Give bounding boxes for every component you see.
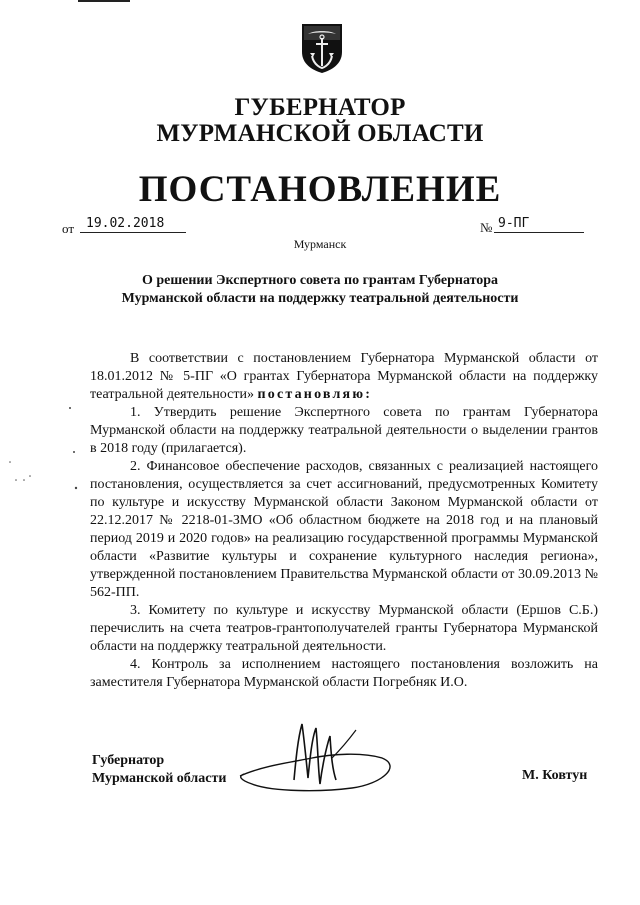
signatory-name: М. Ковтун	[522, 768, 588, 783]
document-type: ПОСТАНОВЛЕНИЕ	[138, 169, 502, 210]
number-prefix: №	[480, 220, 493, 235]
subject-line1: О решении Экспертного совета по грантам Губернатора	[141, 273, 499, 288]
top-edge-mark	[78, 0, 130, 2]
decree-word: постановляю:	[257, 387, 373, 402]
item-3: 3. Комитету по культуре и искусству Мурманской области (Ершов С.Б.) перечислить на счета театров-грантополучателей гранты Губернатора Мурманской области на поддержку театральной деятельности.	[90, 603, 598, 654]
intro-text: В соответствии с постановлением Губернатора Мурманской области от 18.01.2012 № 5-ПГ «О грантах Губернатора Мурманской области на поддержку театральной деятельности»	[90, 351, 598, 402]
handwritten-signature	[232, 718, 402, 798]
decree-date: 19.02.2018	[80, 216, 186, 233]
signatory-position	[92, 752, 226, 788]
authority-title-line2: МУРМАНСКОЙ ОБЛАСТИ	[156, 120, 484, 147]
signatory-position-line1: Губернатор	[92, 753, 165, 768]
item-4: 4. Контроль за исполнением настоящего постановления возложить на заместителя Губернатора Мурманской области Погребняк И.О.	[90, 657, 598, 690]
city: Мурманск	[293, 237, 347, 251]
item-2: 2. Финансовое обеспечение расходов, связанных с реализацией настоящего постановления, осуществляется за счет ассигнований, предусмотренных Комитету по культуре и искусству Мурманской области Законом Мурманской области от 22.12.2017 № 2218-01-ЗМО «Об областном бюджете на 2018 год и на плановый период 2019 и 2020 годов» на реализацию государственной программы Мурманской области «Развитие культуры и сохранение культурного наследия региона», утвержденной постановлением Правительства Мурманской области от 30.09.2013 № 562-ПП.	[90, 459, 598, 600]
decree-number: 9-ПГ	[494, 216, 584, 233]
date-number-line	[62, 216, 582, 236]
scan-specks	[0, 400, 90, 500]
coat-of-arms-icon	[300, 22, 344, 74]
item-1: 1. Утвердить решение Экспертного совета по грантам Губернатора Мурманской области на поддержку театральной деятельности о выделении грантов в 2018 году (прилагается).	[90, 405, 598, 456]
authority-title-line1: ГУБЕРНАТОР	[234, 94, 406, 121]
subject-line2: Мурманской области на поддержку театральной деятельности	[121, 291, 519, 306]
intro-paragraph	[90, 350, 598, 404]
decree-subject	[60, 272, 580, 308]
decree-body	[90, 350, 598, 692]
date-prefix: от	[62, 221, 75, 236]
signatory-position-line2: Мурманской области	[92, 771, 227, 786]
